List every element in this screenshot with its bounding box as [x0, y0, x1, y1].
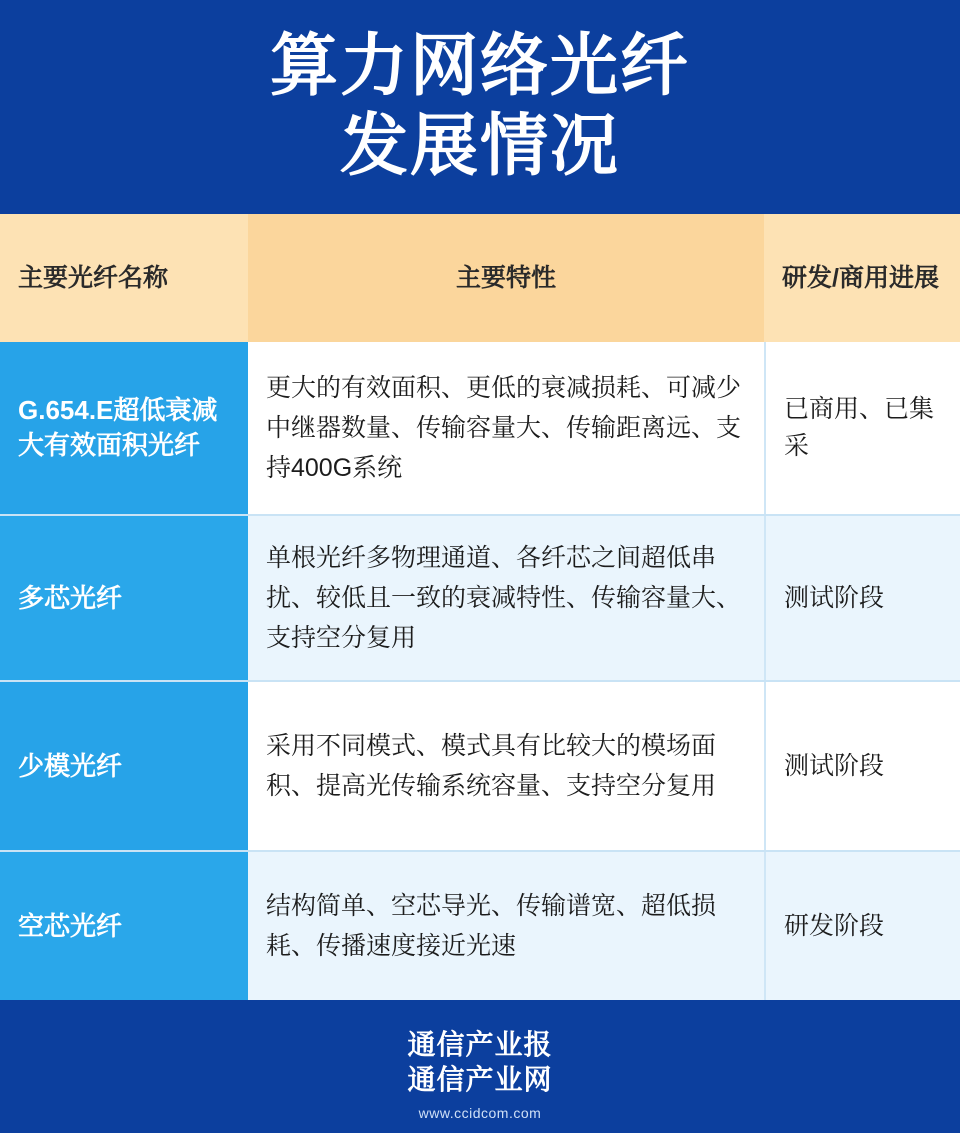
footer-brand-line-2: 通信产业网: [407, 1063, 553, 1095]
row-3-features: 采用不同模式、模式具有比较大的模场面积、提高光传输系统容量、支持空分复用: [248, 682, 764, 850]
row-3-progress: 测试阶段: [764, 682, 960, 850]
row-4-name: 空芯光纤: [0, 852, 248, 1000]
row-4-progress: 研发阶段: [764, 852, 960, 1000]
column-header-progress: 研发/商用进展: [764, 214, 960, 342]
row-1-features: 更大的有效面积、更低的衰减损耗、可减少中继器数量、传输容量大、传输距离远、支持400G系统: [248, 342, 764, 514]
table-row: [0, 516, 960, 680]
footer-url: www.ccidcom.com: [418, 1104, 542, 1121]
poster-footer: [0, 1000, 960, 1133]
column-header-features: 主要特性: [248, 214, 764, 342]
table-row: [0, 852, 960, 1000]
row-2-features: 单根光纤多物理通道、各纤芯之间超低串扰、较低且一致的衰减特性、传输容量大、支持空分复用: [248, 516, 764, 680]
table-row: [0, 682, 960, 850]
poster-header: [0, 0, 960, 214]
row-2-name: 多芯光纤: [0, 516, 248, 680]
column-header-name: 主要光纤名称: [0, 214, 248, 342]
footer-brand-line-1: 通信产业报: [407, 1028, 553, 1060]
poster-title-line-1: 算力网络光纤: [269, 28, 690, 104]
table-row: [0, 342, 960, 514]
row-4-features: 结构简单、空芯导光、传输谱宽、超低损耗、传播速度接近光速: [248, 852, 764, 1000]
fiber-table: [0, 214, 960, 1000]
row-3-name: 少模光纤: [0, 682, 248, 850]
poster-title-line-2: 发展情况: [339, 108, 620, 185]
table-header-row: [0, 214, 960, 342]
row-2-progress: 测试阶段: [764, 516, 960, 680]
row-1-name: G.654.E超低衰减大有效面积光纤: [0, 342, 248, 514]
row-1-progress: 已商用、已集采: [764, 342, 960, 514]
